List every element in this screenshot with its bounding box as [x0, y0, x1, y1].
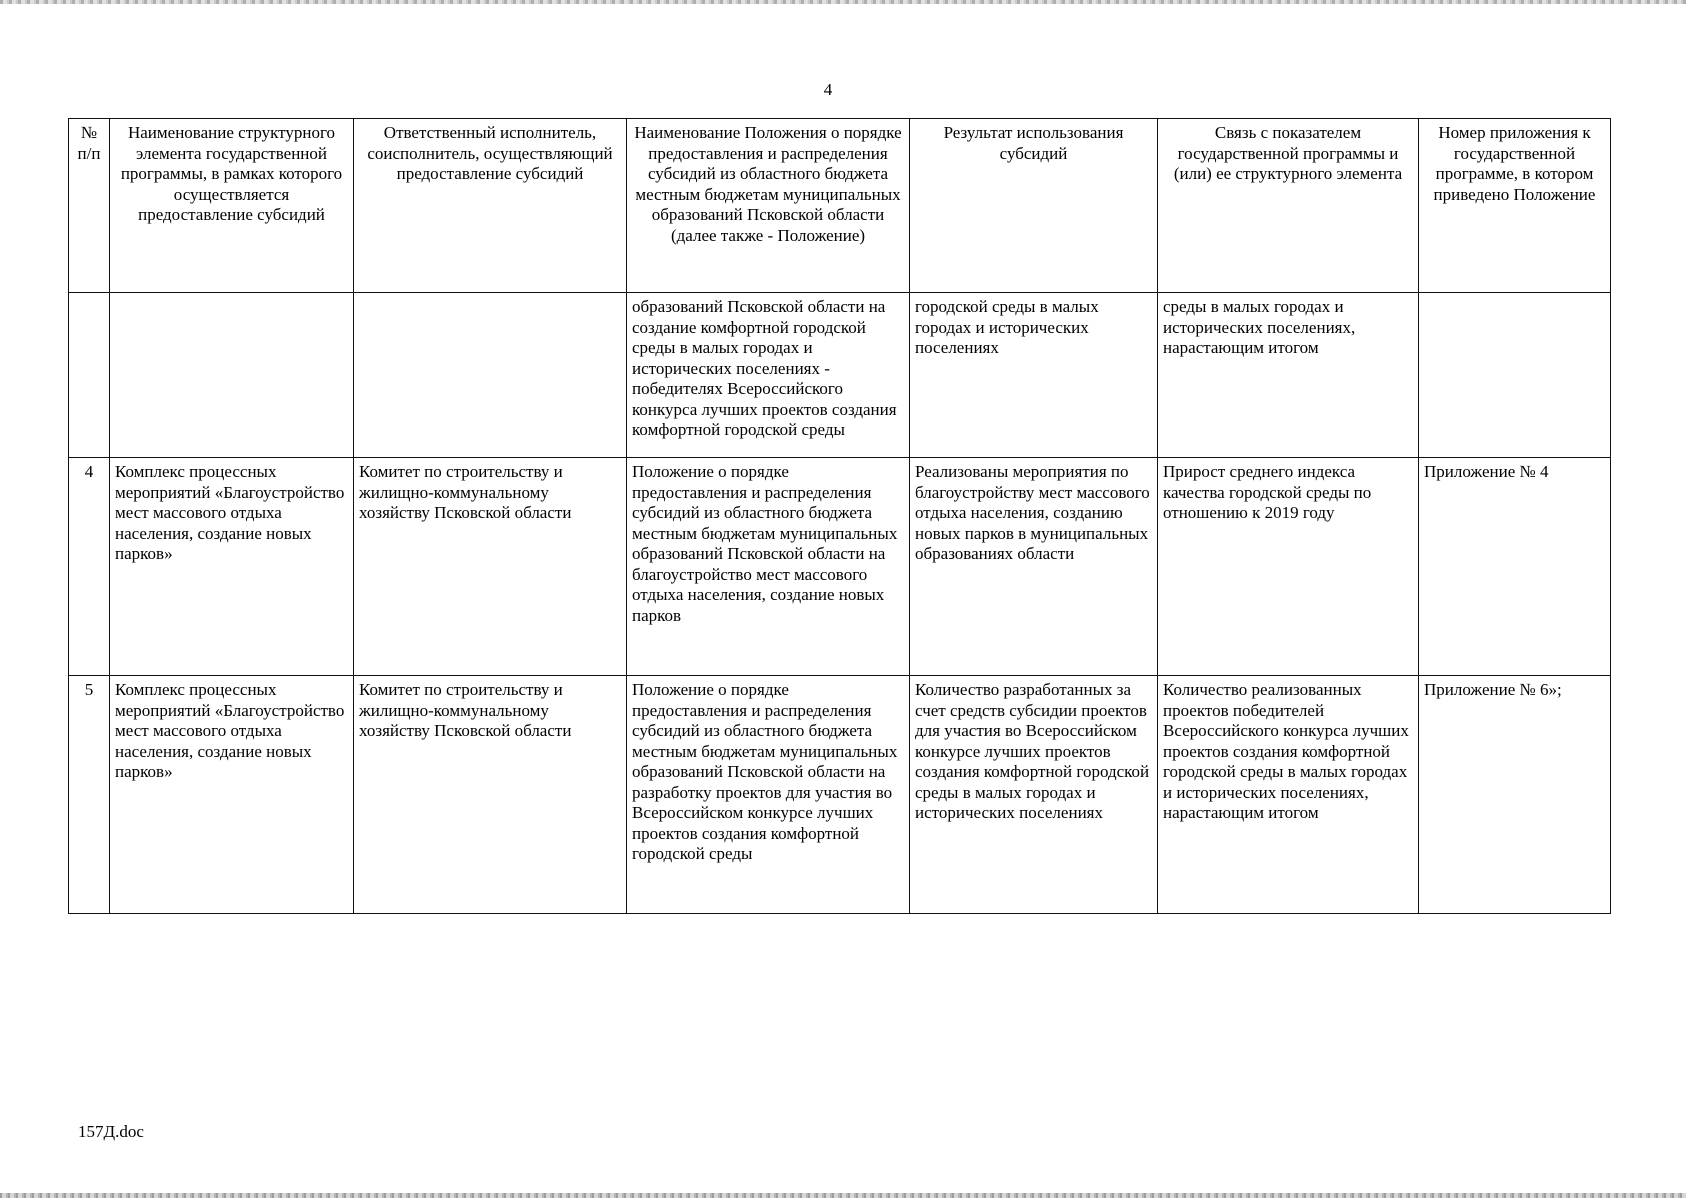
cell-regulation: Положение о порядке предоставления и распределения субсидий из областного бюджета местным бюджетам муниципальных образований Псковской области на разработку проектов для участия во Всероссийском конкурсе лучших проектов создания комфортной городской среды — [627, 676, 910, 914]
cell-number: 4 — [69, 458, 110, 676]
scan-edge-top — [0, 0, 1686, 4]
cell-result: городской среды в малых городах и исторических поселениях — [910, 293, 1158, 458]
header-appendix: Номер приложения к государственной программе, в котором приведено Положение — [1419, 119, 1611, 293]
cell-executor: Комитет по строительству и жилищно-коммунальному хозяйству Псковской области — [354, 676, 627, 914]
table-header-row — [69, 119, 1611, 293]
cell-indicator: Количество реализованных проектов победителей Всероссийского конкурса лучших проектов создания комфортной городской среды в малых городах и исторических поселениях, нарастающим итогом — [1158, 676, 1419, 914]
cell-appendix — [1419, 293, 1611, 458]
cell-indicator: Прирост среднего индекса качества городской среды по отношению к 2019 году — [1158, 458, 1419, 676]
header-number: № п/п — [69, 119, 110, 293]
subsidies-table — [68, 118, 1611, 914]
cell-result: Количество разработанных за счет средств субсидии проектов для участия во Всероссийском конкурсе лучших проектов создания комфортной городской среды в малых городах и исторических поселениях — [910, 676, 1158, 914]
cell-structural-element: Комплекс процессных мероприятий «Благоустройство мест массового отдыха населения, создание новых парков» — [110, 458, 354, 676]
table-row — [69, 293, 1611, 458]
cell-regulation: образований Псковской области на создание комфортной городской среды в малых городах и исторических поселениях - победителях Всероссийского конкурса лучших проектов создания комфортной городской среды — [627, 293, 910, 458]
cell-appendix: Приложение № 6»; — [1419, 676, 1611, 914]
cell-number: 5 — [69, 676, 110, 914]
scan-edge-bottom — [0, 1193, 1686, 1198]
table-row — [69, 458, 1611, 676]
cell-structural-element — [110, 293, 354, 458]
cell-structural-element: Комплекс процессных мероприятий «Благоустройство мест массового отдыха населения, создание новых парков» — [110, 676, 354, 914]
header-result: Результат использования субсидий — [910, 119, 1158, 293]
header-indicator: Связь с показателем государственной программы и (или) ее структурного элемента — [1158, 119, 1419, 293]
table-row — [69, 676, 1611, 914]
footer-filename: 157Д.doc — [78, 1122, 144, 1141]
cell-executor: Комитет по строительству и жилищно-коммунальному хозяйству Псковской области — [354, 458, 627, 676]
cell-number — [69, 293, 110, 458]
header-executor: Ответственный исполнитель, соисполнитель, осуществляющий предоставление субсидий — [354, 119, 627, 293]
cell-result: Реализованы мероприятия по благоустройству мест массового отдыха населения, созданию новых парков в муниципальных образованиях области — [910, 458, 1158, 676]
cell-regulation: Положение о порядке предоставления и распределения субсидий из областного бюджета местным бюджетам муниципальных образований Псковской области на благоустройство мест массового отдыха населения, создание новых парков — [627, 458, 910, 676]
cell-indicator: среды в малых городах и исторических поселениях, нарастающим итогом — [1158, 293, 1419, 458]
page-number: 4 — [823, 80, 833, 99]
header-structural-element: Наименование структурного элемента государственной программы, в рамках которого осуществляется предоставление субсидий — [110, 119, 354, 293]
cell-appendix: Приложение № 4 — [1419, 458, 1611, 676]
cell-executor — [354, 293, 627, 458]
header-regulation: Наименование Положения о порядке предоставления и распределения субсидий из областного бюджета местным бюджетам муниципальных образований Псковской области (далее также - Положение) — [627, 119, 910, 293]
